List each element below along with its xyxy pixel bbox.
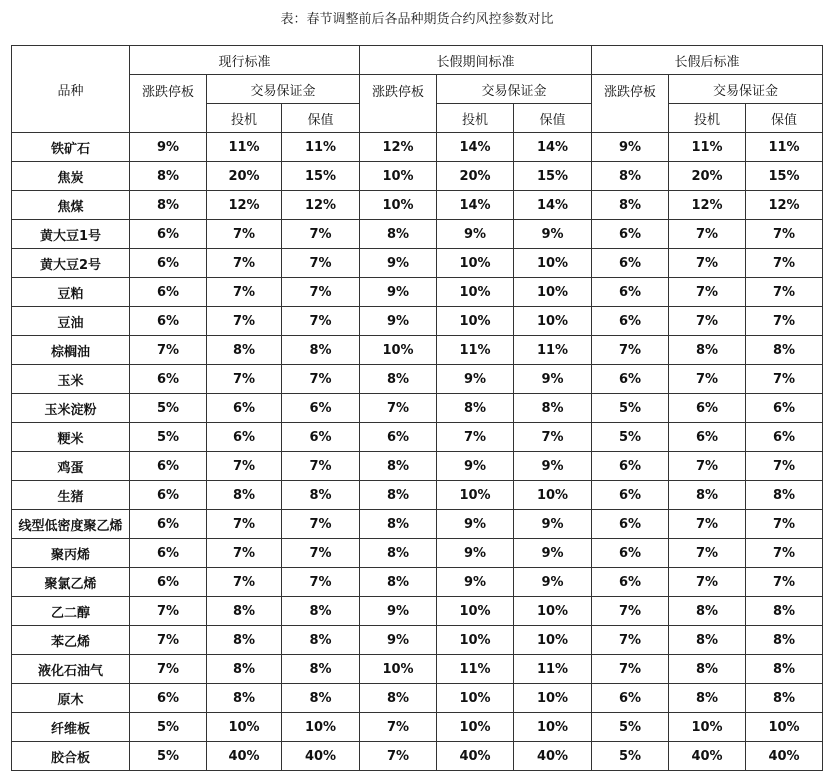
holiday-hedge-margin-cell: 7%: [514, 423, 592, 452]
current-hedge-margin-cell: 7%: [282, 539, 360, 568]
limit-header: 涨跌停板: [592, 75, 669, 133]
holiday-limit-cell: 10%: [360, 336, 437, 365]
table-row: [12, 655, 823, 684]
table-row: [12, 481, 823, 510]
current-hedge-margin-cell: 8%: [282, 336, 360, 365]
variety-name-cell: 焦炭: [12, 162, 130, 191]
current-hedge-margin-cell: 8%: [282, 597, 360, 626]
current-limit-cell: 5%: [130, 742, 207, 771]
margin-header: 交易保证金: [437, 75, 592, 104]
after-hedge-margin-cell: 40%: [746, 742, 823, 771]
risk-parameter-table: [11, 45, 823, 771]
current-spec-margin-cell: 7%: [207, 452, 282, 481]
holiday-hedge-margin-cell: 9%: [514, 365, 592, 394]
after-limit-cell: 6%: [592, 539, 669, 568]
limit-header: 涨跌停板: [360, 75, 437, 133]
current-hedge-margin-cell: 7%: [282, 365, 360, 394]
current-limit-cell: 6%: [130, 568, 207, 597]
after-limit-cell: 8%: [592, 191, 669, 220]
holiday-spec-margin-cell: 9%: [437, 365, 514, 394]
current-spec-margin-cell: 7%: [207, 220, 282, 249]
after-spec-margin-cell: 8%: [669, 684, 746, 713]
after-limit-cell: 5%: [592, 394, 669, 423]
current-hedge-margin-cell: 7%: [282, 278, 360, 307]
current-hedge-margin-cell: 8%: [282, 655, 360, 684]
holiday-limit-cell: 8%: [360, 539, 437, 568]
holiday-limit-cell: 7%: [360, 742, 437, 771]
after-hedge-margin-cell: 8%: [746, 626, 823, 655]
speculation-header: 投机: [669, 104, 746, 133]
holiday-limit-cell: 10%: [360, 162, 437, 191]
after-hedge-margin-cell: 6%: [746, 394, 823, 423]
after-hedge-margin-cell: 7%: [746, 365, 823, 394]
current-spec-margin-cell: 8%: [207, 597, 282, 626]
after-spec-margin-cell: 7%: [669, 539, 746, 568]
current-spec-margin-cell: 7%: [207, 307, 282, 336]
table-row: [12, 220, 823, 249]
after-spec-margin-cell: 20%: [669, 162, 746, 191]
table-row: [12, 626, 823, 655]
current-limit-cell: 8%: [130, 191, 207, 220]
after-limit-cell: 7%: [592, 597, 669, 626]
after-spec-margin-cell: 6%: [669, 423, 746, 452]
after-limit-cell: 6%: [592, 307, 669, 336]
margin-header: 交易保证金: [207, 75, 360, 104]
after-hedge-margin-cell: 10%: [746, 713, 823, 742]
table-row: [12, 336, 823, 365]
speculation-header: 投机: [437, 104, 514, 133]
current-limit-cell: 6%: [130, 365, 207, 394]
group-header-holiday: 长假期间标准: [360, 46, 592, 75]
variety-name-cell: 原木: [12, 684, 130, 713]
after-hedge-margin-cell: 7%: [746, 307, 823, 336]
current-hedge-margin-cell: 12%: [282, 191, 360, 220]
current-spec-margin-cell: 8%: [207, 655, 282, 684]
after-hedge-margin-cell: 7%: [746, 220, 823, 249]
after-hedge-margin-cell: 6%: [746, 423, 823, 452]
holiday-limit-cell: 8%: [360, 365, 437, 394]
after-limit-cell: 5%: [592, 742, 669, 771]
variety-name-cell: 液化石油气: [12, 655, 130, 684]
current-spec-margin-cell: 7%: [207, 365, 282, 394]
current-limit-cell: 6%: [130, 220, 207, 249]
variety-name-cell: 胶合板: [12, 742, 130, 771]
current-spec-margin-cell: 8%: [207, 481, 282, 510]
table-row: [12, 510, 823, 539]
holiday-limit-cell: 9%: [360, 307, 437, 336]
after-hedge-margin-cell: 7%: [746, 278, 823, 307]
current-spec-margin-cell: 7%: [207, 568, 282, 597]
margin-header: 交易保证金: [669, 75, 823, 104]
holiday-spec-margin-cell: 10%: [437, 597, 514, 626]
after-limit-cell: 7%: [592, 655, 669, 684]
holiday-spec-margin-cell: 10%: [437, 307, 514, 336]
holiday-spec-margin-cell: 8%: [437, 394, 514, 423]
after-spec-margin-cell: 11%: [669, 133, 746, 162]
holiday-limit-cell: 6%: [360, 423, 437, 452]
current-limit-cell: 6%: [130, 307, 207, 336]
table-row: [12, 133, 823, 162]
after-hedge-margin-cell: 8%: [746, 597, 823, 626]
current-limit-cell: 6%: [130, 452, 207, 481]
holiday-spec-margin-cell: 9%: [437, 568, 514, 597]
current-hedge-margin-cell: 8%: [282, 481, 360, 510]
after-limit-cell: 8%: [592, 162, 669, 191]
current-limit-cell: 7%: [130, 597, 207, 626]
variety-name-cell: 豆粕: [12, 278, 130, 307]
holiday-hedge-margin-cell: 9%: [514, 539, 592, 568]
current-limit-cell: 7%: [130, 655, 207, 684]
after-hedge-margin-cell: 12%: [746, 191, 823, 220]
variety-name-cell: 粳米: [12, 423, 130, 452]
variety-name-cell: 线型低密度聚乙烯: [12, 510, 130, 539]
current-spec-margin-cell: 8%: [207, 336, 282, 365]
variety-name-cell: 聚氯乙烯: [12, 568, 130, 597]
current-limit-cell: 5%: [130, 423, 207, 452]
variety-name-cell: 铁矿石: [12, 133, 130, 162]
table-row: [12, 365, 823, 394]
holiday-limit-cell: 8%: [360, 510, 437, 539]
variety-name-cell: 棕榈油: [12, 336, 130, 365]
current-hedge-margin-cell: 15%: [282, 162, 360, 191]
table-row: [12, 539, 823, 568]
current-limit-cell: 9%: [130, 133, 207, 162]
holiday-hedge-margin-cell: 8%: [514, 394, 592, 423]
variety-name-cell: 焦煤: [12, 191, 130, 220]
holiday-spec-margin-cell: 7%: [437, 423, 514, 452]
after-hedge-margin-cell: 7%: [746, 539, 823, 568]
current-spec-margin-cell: 6%: [207, 394, 282, 423]
speculation-header: 投机: [207, 104, 282, 133]
hedge-header: 保值: [282, 104, 360, 133]
holiday-spec-margin-cell: 10%: [437, 481, 514, 510]
after-spec-margin-cell: 8%: [669, 626, 746, 655]
after-limit-cell: 6%: [592, 568, 669, 597]
table-row: [12, 191, 823, 220]
after-hedge-margin-cell: 8%: [746, 655, 823, 684]
current-spec-margin-cell: 7%: [207, 510, 282, 539]
limit-header: 涨跌停板: [130, 75, 207, 133]
after-limit-cell: 6%: [592, 452, 669, 481]
current-spec-margin-cell: 6%: [207, 423, 282, 452]
holiday-hedge-margin-cell: 10%: [514, 597, 592, 626]
current-spec-margin-cell: 10%: [207, 713, 282, 742]
table-row: [12, 307, 823, 336]
current-hedge-margin-cell: 7%: [282, 510, 360, 539]
holiday-spec-margin-cell: 11%: [437, 336, 514, 365]
current-hedge-margin-cell: 7%: [282, 568, 360, 597]
after-spec-margin-cell: 7%: [669, 249, 746, 278]
holiday-limit-cell: 10%: [360, 191, 437, 220]
holiday-limit-cell: 8%: [360, 568, 437, 597]
holiday-spec-margin-cell: 14%: [437, 133, 514, 162]
table-row: [12, 423, 823, 452]
table-body: [12, 133, 823, 771]
after-hedge-margin-cell: 8%: [746, 481, 823, 510]
variety-name-cell: 豆油: [12, 307, 130, 336]
current-spec-margin-cell: 8%: [207, 626, 282, 655]
after-limit-cell: 6%: [592, 365, 669, 394]
holiday-spec-margin-cell: 14%: [437, 191, 514, 220]
current-limit-cell: 6%: [130, 510, 207, 539]
after-hedge-margin-cell: 8%: [746, 336, 823, 365]
current-limit-cell: 5%: [130, 713, 207, 742]
holiday-limit-cell: 9%: [360, 249, 437, 278]
current-spec-margin-cell: 40%: [207, 742, 282, 771]
table-caption: 表：春节调整前后各品种期货合约风控参数对比: [280, 12, 554, 27]
after-spec-margin-cell: 7%: [669, 307, 746, 336]
holiday-hedge-margin-cell: 10%: [514, 626, 592, 655]
after-hedge-margin-cell: 7%: [746, 452, 823, 481]
current-limit-cell: 6%: [130, 278, 207, 307]
holiday-hedge-margin-cell: 9%: [514, 220, 592, 249]
current-hedge-margin-cell: 8%: [282, 684, 360, 713]
after-limit-cell: 5%: [592, 713, 669, 742]
after-spec-margin-cell: 7%: [669, 278, 746, 307]
after-spec-margin-cell: 7%: [669, 220, 746, 249]
after-spec-margin-cell: 8%: [669, 481, 746, 510]
holiday-spec-margin-cell: 9%: [437, 452, 514, 481]
table-row: [12, 684, 823, 713]
current-hedge-margin-cell: 6%: [282, 423, 360, 452]
holiday-spec-margin-cell: 10%: [437, 249, 514, 278]
holiday-hedge-margin-cell: 15%: [514, 162, 592, 191]
current-limit-cell: 7%: [130, 626, 207, 655]
after-spec-margin-cell: 8%: [669, 655, 746, 684]
variety-name-cell: 鸡蛋: [12, 452, 130, 481]
holiday-hedge-margin-cell: 10%: [514, 713, 592, 742]
holiday-limit-cell: 8%: [360, 220, 437, 249]
holiday-spec-margin-cell: 20%: [437, 162, 514, 191]
holiday-limit-cell: 8%: [360, 481, 437, 510]
current-hedge-margin-cell: 8%: [282, 626, 360, 655]
hedge-header: 保值: [514, 104, 592, 133]
current-limit-cell: 7%: [130, 336, 207, 365]
after-spec-margin-cell: 40%: [669, 742, 746, 771]
holiday-limit-cell: 12%: [360, 133, 437, 162]
table-row: [12, 568, 823, 597]
after-spec-margin-cell: 8%: [669, 336, 746, 365]
holiday-spec-margin-cell: 10%: [437, 278, 514, 307]
after-limit-cell: 5%: [592, 423, 669, 452]
holiday-limit-cell: 9%: [360, 278, 437, 307]
after-limit-cell: 9%: [592, 133, 669, 162]
current-spec-margin-cell: 7%: [207, 278, 282, 307]
holiday-spec-margin-cell: 10%: [437, 713, 514, 742]
holiday-hedge-margin-cell: 14%: [514, 133, 592, 162]
after-hedge-margin-cell: 7%: [746, 510, 823, 539]
current-spec-margin-cell: 11%: [207, 133, 282, 162]
after-spec-margin-cell: 7%: [669, 510, 746, 539]
after-limit-cell: 6%: [592, 481, 669, 510]
holiday-limit-cell: 9%: [360, 626, 437, 655]
current-spec-margin-cell: 20%: [207, 162, 282, 191]
current-hedge-margin-cell: 7%: [282, 249, 360, 278]
holiday-hedge-margin-cell: 9%: [514, 568, 592, 597]
current-limit-cell: 8%: [130, 162, 207, 191]
variety-name-cell: 纤维板: [12, 713, 130, 742]
current-spec-margin-cell: 12%: [207, 191, 282, 220]
holiday-hedge-margin-cell: 9%: [514, 510, 592, 539]
group-header-after: 长假后标准: [592, 46, 823, 75]
current-hedge-margin-cell: 40%: [282, 742, 360, 771]
holiday-hedge-margin-cell: 10%: [514, 684, 592, 713]
after-limit-cell: 6%: [592, 220, 669, 249]
after-limit-cell: 6%: [592, 278, 669, 307]
variety-name-cell: 玉米: [12, 365, 130, 394]
after-spec-margin-cell: 12%: [669, 191, 746, 220]
holiday-hedge-margin-cell: 10%: [514, 307, 592, 336]
variety-name-cell: 生猪: [12, 481, 130, 510]
after-spec-margin-cell: 10%: [669, 713, 746, 742]
holiday-spec-margin-cell: 10%: [437, 626, 514, 655]
current-limit-cell: 5%: [130, 394, 207, 423]
current-spec-margin-cell: 7%: [207, 249, 282, 278]
holiday-hedge-margin-cell: 10%: [514, 278, 592, 307]
after-limit-cell: 7%: [592, 626, 669, 655]
after-limit-cell: 6%: [592, 510, 669, 539]
holiday-limit-cell: 7%: [360, 394, 437, 423]
after-limit-cell: 6%: [592, 684, 669, 713]
table-row: [12, 452, 823, 481]
holiday-hedge-margin-cell: 14%: [514, 191, 592, 220]
current-spec-margin-cell: 8%: [207, 684, 282, 713]
holiday-hedge-margin-cell: 11%: [514, 336, 592, 365]
holiday-hedge-margin-cell: 9%: [514, 452, 592, 481]
current-limit-cell: 6%: [130, 684, 207, 713]
table-row: [12, 742, 823, 771]
current-spec-margin-cell: 7%: [207, 539, 282, 568]
current-hedge-margin-cell: 10%: [282, 713, 360, 742]
after-spec-margin-cell: 6%: [669, 394, 746, 423]
holiday-spec-margin-cell: 9%: [437, 539, 514, 568]
holiday-limit-cell: 10%: [360, 655, 437, 684]
holiday-limit-cell: 8%: [360, 452, 437, 481]
after-hedge-margin-cell: 15%: [746, 162, 823, 191]
current-hedge-margin-cell: 6%: [282, 394, 360, 423]
group-header-current: 现行标准: [130, 46, 360, 75]
holiday-hedge-margin-cell: 11%: [514, 655, 592, 684]
holiday-hedge-margin-cell: 10%: [514, 249, 592, 278]
holiday-limit-cell: 7%: [360, 713, 437, 742]
variety-name-cell: 苯乙烯: [12, 626, 130, 655]
variety-header: 品种: [12, 46, 130, 133]
variety-name-cell: 黄大豆1号: [12, 220, 130, 249]
after-hedge-margin-cell: 8%: [746, 684, 823, 713]
after-hedge-margin-cell: 7%: [746, 249, 823, 278]
variety-name-cell: 黄大豆2号: [12, 249, 130, 278]
variety-name-cell: 聚丙烯: [12, 539, 130, 568]
table-row: [12, 162, 823, 191]
current-hedge-margin-cell: 7%: [282, 452, 360, 481]
holiday-spec-margin-cell: 40%: [437, 742, 514, 771]
current-limit-cell: 6%: [130, 249, 207, 278]
table-row: [12, 713, 823, 742]
current-limit-cell: 6%: [130, 481, 207, 510]
holiday-spec-margin-cell: 9%: [437, 220, 514, 249]
after-hedge-margin-cell: 7%: [746, 568, 823, 597]
after-spec-margin-cell: 7%: [669, 365, 746, 394]
holiday-hedge-margin-cell: 40%: [514, 742, 592, 771]
holiday-limit-cell: 9%: [360, 597, 437, 626]
holiday-limit-cell: 8%: [360, 684, 437, 713]
holiday-spec-margin-cell: 11%: [437, 655, 514, 684]
after-limit-cell: 6%: [592, 249, 669, 278]
after-hedge-margin-cell: 11%: [746, 133, 823, 162]
table-row: [12, 249, 823, 278]
after-spec-margin-cell: 7%: [669, 452, 746, 481]
after-limit-cell: 7%: [592, 336, 669, 365]
current-hedge-margin-cell: 7%: [282, 220, 360, 249]
current-hedge-margin-cell: 7%: [282, 307, 360, 336]
holiday-hedge-margin-cell: 10%: [514, 481, 592, 510]
table-row: [12, 278, 823, 307]
current-hedge-margin-cell: 11%: [282, 133, 360, 162]
holiday-spec-margin-cell: 10%: [437, 684, 514, 713]
holiday-spec-margin-cell: 9%: [437, 510, 514, 539]
variety-name-cell: 玉米淀粉: [12, 394, 130, 423]
table-row: [12, 394, 823, 423]
after-spec-margin-cell: 7%: [669, 568, 746, 597]
current-limit-cell: 6%: [130, 539, 207, 568]
table-row: [12, 597, 823, 626]
after-spec-margin-cell: 8%: [669, 597, 746, 626]
hedge-header: 保值: [746, 104, 823, 133]
variety-name-cell: 乙二醇: [12, 597, 130, 626]
